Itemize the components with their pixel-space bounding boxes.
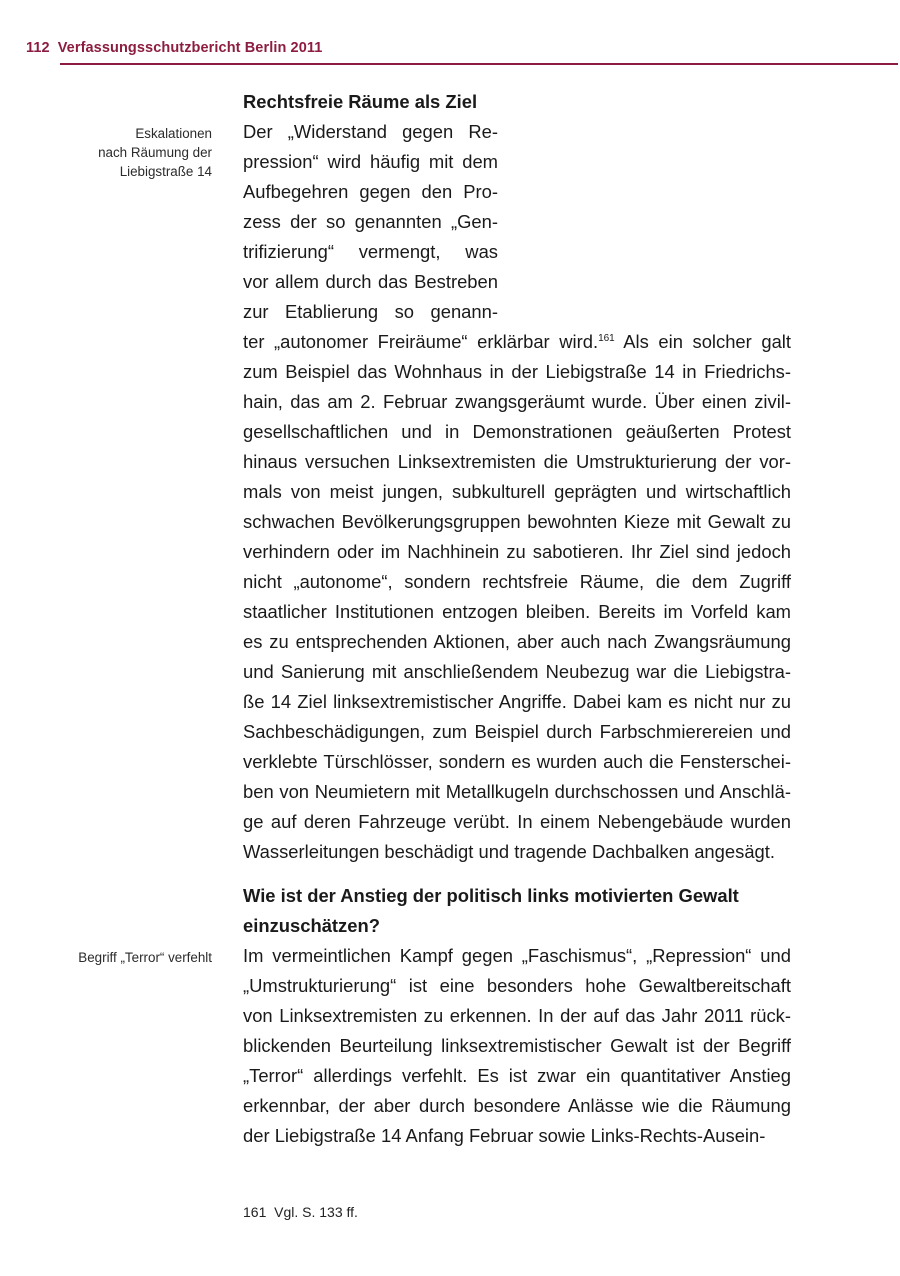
margin-note-line: Eskalationen [135, 126, 212, 141]
footnote [243, 1204, 358, 1220]
text-line: nicht „autonome“, sondern rechtsfreie Räume, die dem Zugriff [243, 571, 791, 592]
text-line: trifizierung“ vermengt, was [243, 241, 498, 262]
text-line: hain, das am 2. Februar zwangsgeräumt wurde. Über einen zivil- [243, 391, 791, 412]
text-line: Aufbegehren gegen den Pro- [243, 181, 498, 202]
text-line: Im vermeintlichen Kampf gegen „Faschismus“, „Repression“ und [243, 945, 791, 966]
text-line: pression“ wird häufig mit dem [243, 151, 498, 172]
text-line: verklebte Türschlösser, sondern es wurden auch die Fensterschei- [243, 751, 791, 772]
text-line: der Liebigstraße 14 Anfang Februar sowie Links-Rechts-Ausein- [243, 1125, 766, 1146]
text-line: „Umstrukturierung“ ist eine besonders hohe Gewaltbereitschaft [243, 975, 791, 996]
text-line: zum Beispiel das Wohnhaus in der Liebigstraße 14 in Friedrichs- [243, 361, 791, 382]
text-line: Wasserleitungen beschädigt und tragende Dachbalken angesägt. [243, 841, 775, 862]
running-head [26, 40, 322, 56]
margin-note-eskalationen [98, 124, 212, 181]
text-line: erkennbar, der aber durch besondere Anlässe wie die Räumung [243, 1095, 791, 1116]
margin-note-line: nach Räumung der [98, 145, 212, 160]
text-line: gesellschaftlichen und in Demonstrationen geäußerten Protest [243, 421, 791, 442]
section-heading-line: einzuschätzen? [243, 915, 380, 936]
margin-note-line: Begriff „Terror“ verfehlt [78, 950, 212, 965]
narrow-paragraph-block [243, 117, 498, 327]
text-line: vor allem durch das Bestreben [243, 271, 498, 292]
margin-note-terror [78, 948, 212, 967]
text-line: ben von Neumietern mit Metallkugeln durchschossen und Anschlä- [243, 781, 791, 802]
text-line: zess der so genannten „Gen- [243, 211, 498, 232]
wide-paragraph-block [243, 357, 791, 867]
text-line: schwachen Bevölkerungsgruppen bewohnten Kieze mit Gewalt zu [243, 511, 791, 532]
text-line-with-footnote [243, 327, 791, 357]
header-rule [60, 63, 898, 65]
publication-title: Verfassungsschutzbericht Berlin 2011 [57, 40, 323, 56]
footnote-reference[interactable]: 161 [598, 333, 615, 344]
text-line: verhindern oder im Nachhinein zu sabotieren. Ihr Ziel sind jedoch [243, 541, 791, 562]
text-line: zur Etablierung so genann- [243, 301, 498, 322]
margin-note-line: Liebigstraße 14 [119, 164, 212, 179]
text-line: und Sanierung mit anschließendem Neubezug war die Liebigstra- [243, 661, 791, 682]
section-heading-line: Wie ist der Anstieg der politisch links motivierten Gewalt [243, 885, 739, 906]
text-line: Sachbeschädigungen, zum Beispiel durch Farbschmierereien und [243, 721, 791, 742]
text-segment: ter „autonomer Freiräume“ erklärbar wird. [243, 331, 599, 352]
text-line: ge auf deren Fahrzeuge verübt. In einem Nebengebäude wurden [243, 811, 791, 832]
text-line: es zu entsprechenden Aktionen, aber auch nach Zwangsräumung [243, 631, 791, 652]
text-segment: Als ein solcher galt [614, 331, 791, 352]
text-line: „Terror“ allerdings verfehlt. Es ist zwar ein quantitativer Anstieg [243, 1065, 791, 1086]
section-anstieg-gewalt [243, 881, 791, 1151]
footnote-text: Vgl. S. 133 ff. [274, 1204, 358, 1220]
text-line: von Linksextremisten zu erkennen. In der auf das Jahr 2011 rück- [243, 1005, 791, 1026]
text-line: hinaus versuchen Linksextremisten die Umstrukturierung der vor- [243, 451, 791, 472]
page-number: 112 [26, 40, 50, 56]
section-heading: Rechtsfreie Räume als Ziel [243, 91, 478, 112]
text-line: blickenden Beurteilung linksextremistischer Gewalt ist der Begriff [243, 1035, 791, 1056]
page-header [26, 40, 898, 62]
footnote-number: 161 [243, 1204, 267, 1220]
text-line: ße 14 Ziel linksextremistischer Angriffe. Dabei kam es nicht nur zu [243, 691, 791, 712]
section-rechtsfreie-raeume [243, 87, 791, 867]
text-line: staatlicher Institutionen entzogen bleiben. Bereits im Vorfeld kam [243, 601, 791, 622]
text-line: mals von meist jungen, subkulturell geprägten und wirtschaftlich [243, 481, 791, 502]
paragraph-block [243, 941, 791, 1151]
text-line: Der „Widerstand gegen Re- [243, 121, 498, 142]
